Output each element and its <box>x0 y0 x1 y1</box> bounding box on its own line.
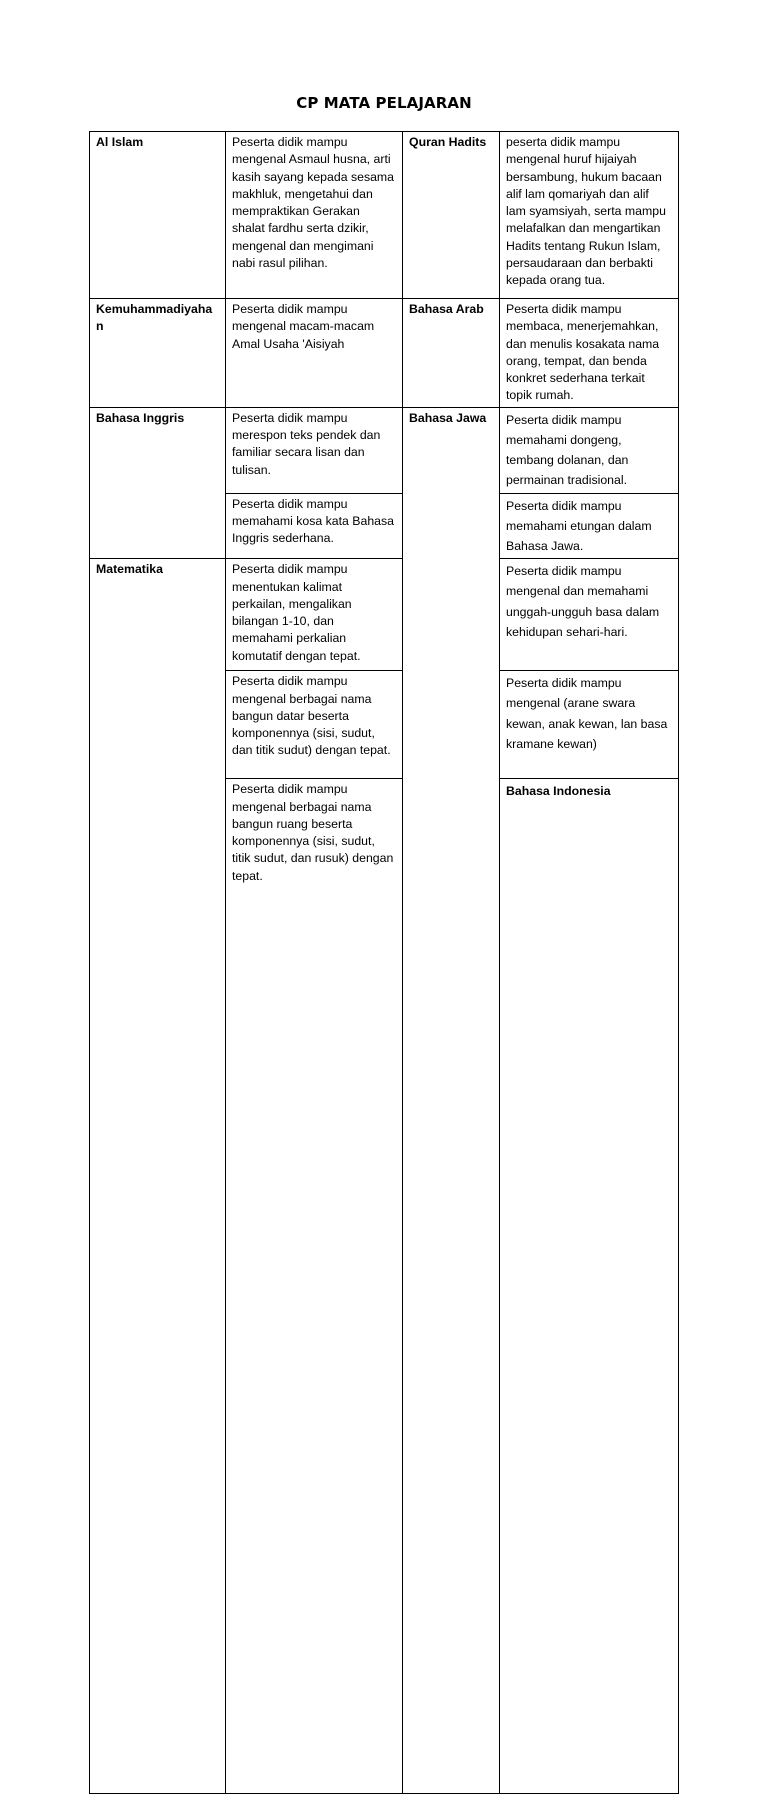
cp-bahasa-jawa-3: Peserta didik mampu mengenal dan memahami unggah-ungguh basa dalam kehidupan sehari-hari. <box>500 559 679 671</box>
subject-quran-hadits: Quran Hadits <box>403 132 500 299</box>
subject-bahasa-indonesia: Bahasa Indonesia <box>500 779 679 1794</box>
subject-bahasa-jawa: Bahasa Jawa <box>403 407 500 1794</box>
subject-bahasa-arab: Bahasa Arab <box>403 299 500 408</box>
subject-matematika: Matematika <box>90 559 226 1794</box>
subject-al-islam: Al Islam <box>90 132 226 299</box>
table-row <box>90 299 679 408</box>
table-row <box>90 132 679 299</box>
cp-bahasa-inggris-1: Peserta didik mampu merespon teks pendek dan familiar secara lisan dan tulisan. <box>226 407 403 493</box>
cp-bahasa-inggris-2: Peserta didik mampu memahami kosa kata Bahasa Inggris sederhana. <box>226 493 403 559</box>
cp-bahasa-jawa-2: Peserta didik mampu memahami etungan dalam Bahasa Jawa. <box>500 493 679 559</box>
cp-matematika-2: Peserta didik mampu mengenal berbagai nama bangun datar beserta komponennya (sisi, sudut, dan titik sudut) dengan tepat. <box>226 671 403 779</box>
cp-bahasa-arab: Peserta didik mampu membaca, menerjemahkan, dan menulis kosakata nama orang, tempat, dan benda konkret sederhana terkait topik rumah. <box>500 299 679 408</box>
cp-kemuhammadiyahan: Peserta didik mampu mengenal macam-macam Amal Usaha 'Aisiyah <box>226 299 403 408</box>
table-row <box>90 407 679 493</box>
cp-quran-hadits: peserta didik mampu mengenal huruf hijaiyah bersambung, hukum bacaan alif lam qomariyah dan alif lam syamsiyah, serta mampu melafalkan dan mengartikan Hadits tentang Rukun Islam, persaudaraan dan berbakti kepada orang tua. <box>500 132 679 299</box>
cp-bahasa-jawa-4: Peserta didik mampu mengenal (arane swara kewan, anak kewan, lan basa kramane kewan) <box>500 671 679 779</box>
cp-matematika-1: Peserta didik mampu menentukan kalimat perkailan, mengalikan bilangan 1-10, dan memahami perkalian komutatif dengan tepat. <box>226 559 403 671</box>
cp-matematika-3: Peserta didik mampu mengenal berbagai nama bangun ruang beserta komponennya (sisi, sudut, titik sudut, dan rusuk) dengan tepat. <box>226 779 403 1794</box>
subject-kemuhammadiyahan: Kemuhammadiyahan <box>90 299 226 408</box>
page-title: CP MATA PELAJARAN <box>296 94 472 112</box>
cp-al-islam: Peserta didik mampu mengenal Asmaul husna, arti kasih sayang kepada sesama makhluk, mengetahui dan mempraktikan Gerakan shalat fardhu serta dzikir, mengenal dan mengimani nabi rasul pilihan. <box>226 132 403 299</box>
cp-bahasa-jawa-1: Peserta didik mampu memahami dongeng, tembang dolanan, dan permainan tradisional. <box>500 407 679 493</box>
table-row <box>90 559 679 671</box>
subject-bahasa-inggris: Bahasa Inggris <box>90 407 226 558</box>
cp-table <box>89 131 679 1794</box>
